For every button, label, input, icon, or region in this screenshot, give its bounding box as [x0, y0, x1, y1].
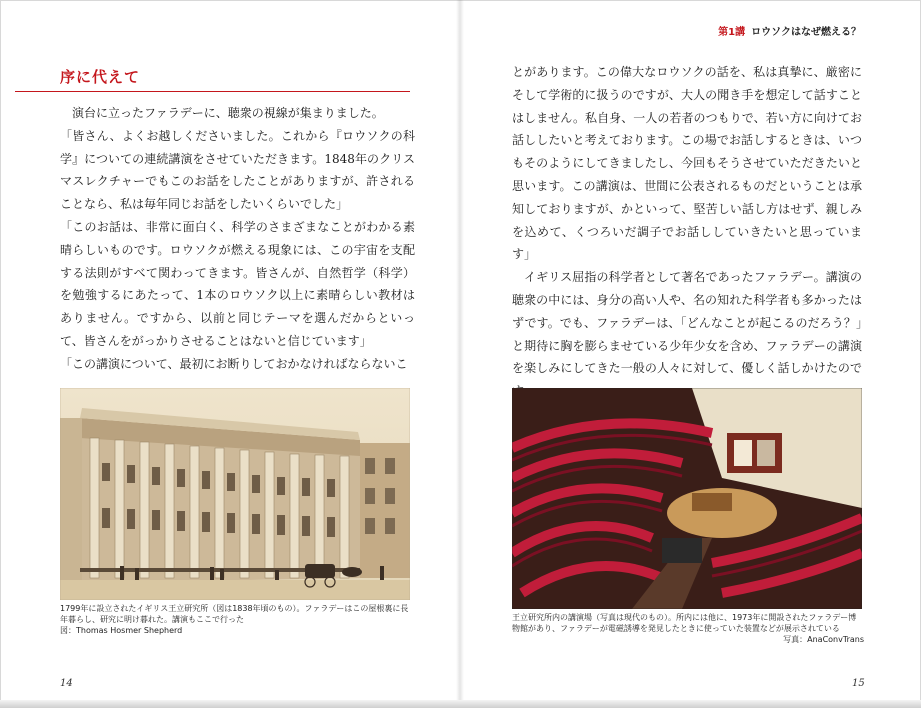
right-paragraph-1: とがあります。この偉大なロウソクの話を、私は真摯に、厳密にそして学術的に扱うのですが、大人の聞き手を想定して話すことはしません。私自身、一人の若者のつもりで、若い方に向けてお話ししたいと考えております。この場でお話しするときは、いつもそのようにしてきましたし、今回もそうさせていただきたいと思います。この講演は、世間に公表されるものだということは承知しておりますが、かといって、堅苦しい話し方はせず、親しみを込めて、くつろいだ調子でお話ししていきたいと思っています」	[512, 65, 862, 262]
page-number-left: 14	[60, 678, 73, 689]
right-paragraph-2: イギリス屈指の科学者として著名であったファラデー。講演の聴衆の中には、身分の高い人や、名の知れた科学者も多かったはずです。でも、ファラデーは、「どんなことが起こるのだろう？」と期待に胸を膨らませている少年少女を含め、ファラデーの講演を楽しみにしてきた一般の人々に対して、優しく話しかけたので	[512, 270, 862, 376]
right-caption-text: 王立研究所内の講演場（写真は現代のもの）。所内には他に、1973年に開設されたファラデー博物館があり、ファラデーが電磁誘導を発見したときに使っていた装置などが展示されている	[512, 613, 857, 633]
title-rule	[15, 91, 410, 92]
left-caption-text: 1799年に設立されたイギリス王立研究所（図は1838年頃のもの）。ファラデーはこの屋根裏に長年暮らし、研究に明け暮れた。講演もここで行った	[60, 604, 409, 624]
page-number-right: 15	[852, 678, 865, 689]
lecture-theatre-photo	[512, 388, 862, 609]
running-header	[718, 23, 861, 38]
left-caption-credit: 図：Thomas Hosmer Shepherd	[60, 626, 183, 635]
chapter-label: 第1講	[718, 27, 746, 38]
left-paragraph-1: 演台に立ったファラデーに、聴衆の視線が集まりました。	[72, 106, 384, 120]
page-edge	[0, 700, 921, 708]
lecture-theatre-illustration	[512, 388, 862, 609]
building-illustration	[60, 388, 410, 600]
royal-institution-illustration	[60, 388, 410, 600]
right-caption	[512, 612, 864, 645]
section-title: 序に代えて	[60, 68, 141, 86]
left-paragraph-4: 「この講演について、最初にお断りしておかなければならないこ	[60, 356, 408, 371]
book-gutter	[456, 0, 464, 708]
left-caption	[60, 603, 415, 636]
left-page-body	[60, 102, 415, 376]
right-caption-credit: 写真：AnaConvTrans	[783, 635, 864, 644]
chapter-title: ロウソクはなぜ燃える？	[751, 27, 861, 38]
left-paragraph-2: 「皆さん、よくお越しくださいました。これから『ロウソクの科学』についての連続講演をさせていただきます。1848年のクリスマスレクチャーでもこのお話をしたことがありますが、許されることなら、私は毎年同じお話をしたいくらいでした」	[60, 128, 415, 212]
left-paragraph-3: 「このお話は、非常に面白く、科学のさまざまなことがわかる素晴らしいものです。ロウソクが燃える現象には、この宇宙を支配する法則がすべて関わってきます。皆さんが、自然哲学（科学）を勉強するにあたって、1本のロウソク以上に素晴らしい教材はありません。ですから、以前と同じテーマを選んだからといって、皆さんをがっかりさせることはないと信じています」	[60, 219, 415, 348]
right-page-body	[512, 61, 862, 403]
